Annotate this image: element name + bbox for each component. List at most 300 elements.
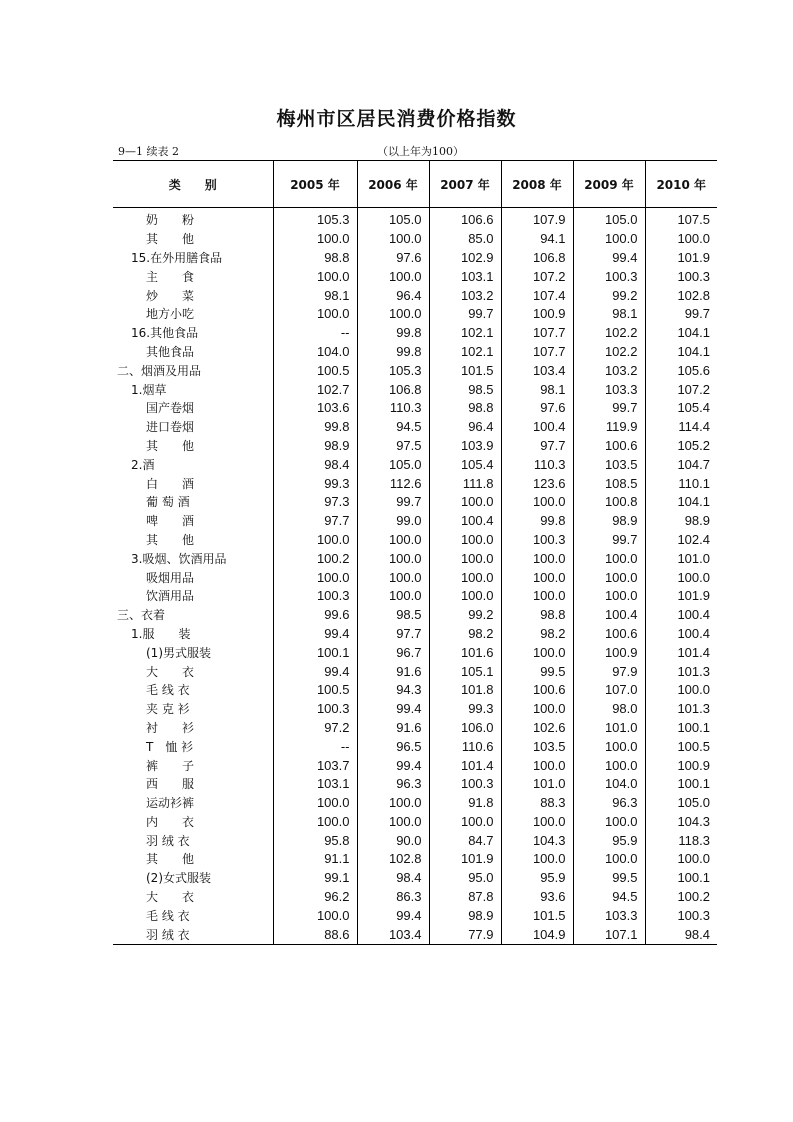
row-category-label: 裤 子 bbox=[146, 758, 195, 773]
index-value-cell: 96.3 bbox=[357, 775, 429, 794]
index-value-cell: 100.0 bbox=[357, 267, 429, 286]
index-value-cell: 105.0 bbox=[573, 208, 645, 230]
index-value-cell: 103.4 bbox=[357, 925, 429, 944]
row-category-label: T 恤 衫 bbox=[146, 739, 194, 754]
index-value-cell: 100.2 bbox=[645, 888, 717, 907]
index-value-cell: 99.5 bbox=[573, 869, 645, 888]
index-value-cell: 98.9 bbox=[429, 906, 501, 925]
index-value-cell: 106.8 bbox=[501, 249, 573, 268]
row-category-label: 衬 衫 bbox=[146, 720, 195, 735]
row-category-label: 西 服 bbox=[146, 777, 195, 792]
row-category-label: 其 他 bbox=[146, 852, 195, 867]
index-value-cell: 99.4 bbox=[357, 700, 429, 719]
index-value-cell: 95.0 bbox=[429, 869, 501, 888]
index-value-cell: 107.7 bbox=[501, 343, 573, 362]
header-year: 2005 年 bbox=[273, 161, 357, 208]
table-row bbox=[113, 775, 717, 794]
index-value-cell: 99.8 bbox=[357, 324, 429, 343]
index-value-cell: 96.4 bbox=[429, 418, 501, 437]
index-value-cell: 102.1 bbox=[429, 324, 501, 343]
index-value-cell: 105.2 bbox=[645, 437, 717, 456]
index-value-cell: 106.0 bbox=[429, 719, 501, 738]
index-value-cell: 102.2 bbox=[573, 324, 645, 343]
row-category-label: 16.其他食品 bbox=[131, 326, 199, 341]
index-value-cell: 100.4 bbox=[645, 625, 717, 644]
index-value-cell: 101.8 bbox=[429, 681, 501, 700]
index-value-cell: 100.0 bbox=[645, 568, 717, 587]
index-value-cell: 103.6 bbox=[273, 399, 357, 418]
index-value-cell: 96.7 bbox=[357, 643, 429, 662]
index-value-cell: 100.3 bbox=[645, 267, 717, 286]
index-value-cell: 104.0 bbox=[273, 343, 357, 362]
index-value-cell: 91.6 bbox=[357, 662, 429, 681]
row-category-label: (2)女式服装 bbox=[146, 871, 211, 886]
index-value-cell: 100.0 bbox=[573, 737, 645, 756]
index-value-cell: 102.6 bbox=[501, 719, 573, 738]
row-category-label: 其 他 bbox=[146, 438, 195, 453]
table-row bbox=[113, 906, 717, 925]
index-value-cell: 118.3 bbox=[645, 831, 717, 850]
row-category-label: 吸烟用品 bbox=[146, 570, 195, 585]
index-value-cell: 105.4 bbox=[645, 399, 717, 418]
index-value-cell: 96.2 bbox=[273, 888, 357, 907]
index-value-cell: 94.3 bbox=[357, 681, 429, 700]
index-value-cell: 98.1 bbox=[573, 305, 645, 324]
index-value-cell: 100.0 bbox=[573, 549, 645, 568]
index-value-cell: 107.5 bbox=[645, 208, 717, 230]
header-category: 类 别 bbox=[113, 161, 273, 208]
index-value-cell: 104.1 bbox=[645, 343, 717, 362]
index-value-cell: 100.0 bbox=[573, 568, 645, 587]
index-value-cell: 101.9 bbox=[645, 249, 717, 268]
row-category-label: 15.在外用膳食品 bbox=[131, 250, 223, 265]
index-value-cell: 110.6 bbox=[429, 737, 501, 756]
index-value-cell: 99.5 bbox=[501, 662, 573, 681]
index-value-cell: 101.6 bbox=[429, 643, 501, 662]
header-year: 2008 年 bbox=[501, 161, 573, 208]
price-index-table bbox=[113, 160, 717, 945]
index-value-cell: 101.9 bbox=[645, 587, 717, 606]
row-category-label: 3.吸烟、饮酒用品 bbox=[131, 551, 227, 566]
index-value-cell: 98.9 bbox=[273, 437, 357, 456]
index-value-cell: 100.9 bbox=[501, 305, 573, 324]
index-value-cell: 77.9 bbox=[429, 925, 501, 944]
table-row bbox=[113, 606, 717, 625]
index-value-cell: 99.2 bbox=[573, 286, 645, 305]
row-category-label: 内 衣 bbox=[146, 814, 195, 829]
index-value-cell: 100.1 bbox=[645, 719, 717, 738]
index-value-cell: 104.0 bbox=[573, 775, 645, 794]
index-value-cell: 99.7 bbox=[429, 305, 501, 324]
table-row bbox=[113, 324, 717, 343]
row-category-label: 运动衫裤 bbox=[146, 796, 195, 811]
index-value-cell: 119.9 bbox=[573, 418, 645, 437]
table-row bbox=[113, 662, 717, 681]
index-value-cell: 110.3 bbox=[357, 399, 429, 418]
index-value-cell: 100.0 bbox=[501, 493, 573, 512]
index-value-cell: 123.6 bbox=[501, 474, 573, 493]
table-row bbox=[113, 587, 717, 606]
index-value-cell: 98.1 bbox=[501, 380, 573, 399]
index-value-cell: 98.0 bbox=[573, 700, 645, 719]
index-value-cell: 97.5 bbox=[357, 437, 429, 456]
index-value-cell: 101.9 bbox=[429, 850, 501, 869]
index-value-cell: 98.8 bbox=[501, 606, 573, 625]
index-value-cell: 102.1 bbox=[429, 343, 501, 362]
index-value-cell: 101.0 bbox=[573, 719, 645, 738]
index-value-cell: 100.0 bbox=[429, 568, 501, 587]
row-category-label: 其他食品 bbox=[146, 344, 195, 359]
row-category-label: 1.服 装 bbox=[131, 626, 191, 641]
index-value-cell: 95.9 bbox=[501, 869, 573, 888]
index-value-cell: 100.0 bbox=[273, 794, 357, 813]
row-category-label: 大 衣 bbox=[146, 890, 195, 905]
index-value-cell: 102.7 bbox=[273, 380, 357, 399]
row-category-label: (1)男式服装 bbox=[146, 645, 211, 660]
row-category-label: 夹 克 衫 bbox=[146, 702, 190, 717]
index-value-cell: 100.0 bbox=[429, 549, 501, 568]
index-value-cell: 99.4 bbox=[273, 625, 357, 644]
table-row bbox=[113, 869, 717, 888]
index-value-cell: 100.0 bbox=[501, 700, 573, 719]
index-value-cell: 97.6 bbox=[501, 399, 573, 418]
index-value-cell: 100.1 bbox=[645, 869, 717, 888]
index-value-cell: 96.3 bbox=[573, 794, 645, 813]
row-category-label: 炒 菜 bbox=[146, 288, 195, 303]
index-value-cell: 99.4 bbox=[357, 756, 429, 775]
index-value-cell: 105.0 bbox=[357, 455, 429, 474]
index-value-cell: 98.8 bbox=[273, 249, 357, 268]
table-row bbox=[113, 681, 717, 700]
index-value-cell: 100.2 bbox=[273, 549, 357, 568]
page-title: 梅州市区居民消费价格指数 bbox=[276, 108, 517, 130]
index-value-cell: 104.3 bbox=[501, 831, 573, 850]
table-row bbox=[113, 455, 717, 474]
table-row bbox=[113, 361, 717, 380]
index-value-cell: 102.4 bbox=[645, 531, 717, 550]
index-value-cell: 103.9 bbox=[429, 437, 501, 456]
row-category-label: 大 衣 bbox=[146, 664, 195, 679]
table-row bbox=[113, 756, 717, 775]
index-value-cell: 100.0 bbox=[645, 230, 717, 249]
index-value-cell: 91.8 bbox=[429, 794, 501, 813]
index-value-cell: 105.4 bbox=[429, 455, 501, 474]
index-value-cell: 104.1 bbox=[645, 324, 717, 343]
index-value-cell: 97.2 bbox=[273, 719, 357, 738]
index-value-cell: 100.5 bbox=[273, 681, 357, 700]
index-value-cell: 111.8 bbox=[429, 474, 501, 493]
index-value-cell: 99.0 bbox=[357, 512, 429, 531]
index-value-cell: 105.6 bbox=[645, 361, 717, 380]
index-value-cell: 98.2 bbox=[429, 625, 501, 644]
table-row bbox=[113, 249, 717, 268]
row-category-label: 饮酒用品 bbox=[146, 589, 195, 604]
index-value-cell: 107.7 bbox=[501, 324, 573, 343]
index-value-cell: 98.9 bbox=[645, 512, 717, 531]
table-row bbox=[113, 305, 717, 324]
index-value-cell: 101.0 bbox=[501, 775, 573, 794]
index-value-cell: 100.0 bbox=[429, 587, 501, 606]
row-category-label: 地方小吃 bbox=[146, 307, 195, 322]
index-value-cell: 107.2 bbox=[645, 380, 717, 399]
index-value-cell: 98.8 bbox=[429, 399, 501, 418]
index-value-cell: 98.4 bbox=[357, 869, 429, 888]
table-body bbox=[113, 208, 717, 945]
table-row bbox=[113, 625, 717, 644]
index-value-cell: -- bbox=[273, 737, 357, 756]
index-value-cell: 100.6 bbox=[573, 437, 645, 456]
table-row bbox=[113, 343, 717, 362]
table-row bbox=[113, 888, 717, 907]
index-value-cell: 102.9 bbox=[429, 249, 501, 268]
index-value-cell: 100.0 bbox=[357, 305, 429, 324]
index-value-cell: 100.0 bbox=[273, 267, 357, 286]
index-value-cell: 97.7 bbox=[357, 625, 429, 644]
row-category-label: 国产卷烟 bbox=[146, 401, 195, 416]
row-category-label: 羽 绒 衣 bbox=[146, 833, 190, 848]
index-value-cell: 101.4 bbox=[645, 643, 717, 662]
index-value-cell: 100.3 bbox=[273, 700, 357, 719]
index-value-cell: 100.0 bbox=[273, 531, 357, 550]
index-value-cell: 99.8 bbox=[501, 512, 573, 531]
index-value-cell: 100.0 bbox=[573, 756, 645, 775]
index-value-cell: 110.1 bbox=[645, 474, 717, 493]
index-value-cell: 100.3 bbox=[645, 906, 717, 925]
index-value-cell: 105.0 bbox=[645, 794, 717, 813]
table-row bbox=[113, 794, 717, 813]
index-value-cell: 100.3 bbox=[429, 775, 501, 794]
index-value-cell: 100.0 bbox=[273, 568, 357, 587]
index-value-cell: 100.9 bbox=[573, 643, 645, 662]
index-value-cell: 103.7 bbox=[273, 756, 357, 775]
index-value-cell: 100.0 bbox=[573, 813, 645, 832]
index-value-cell: 100.4 bbox=[501, 418, 573, 437]
index-value-cell: 103.1 bbox=[273, 775, 357, 794]
index-value-cell: 100.3 bbox=[573, 267, 645, 286]
base-note: （以上年为100） bbox=[377, 145, 464, 158]
table-row bbox=[113, 531, 717, 550]
index-value-cell: 98.2 bbox=[501, 625, 573, 644]
index-value-cell: 95.8 bbox=[273, 831, 357, 850]
index-value-cell: 100.0 bbox=[501, 756, 573, 775]
header-year: 2009 年 bbox=[573, 161, 645, 208]
index-value-cell: 114.4 bbox=[645, 418, 717, 437]
index-value-cell: 99.7 bbox=[645, 305, 717, 324]
table-row bbox=[113, 380, 717, 399]
index-value-cell: 93.6 bbox=[501, 888, 573, 907]
table-row bbox=[113, 474, 717, 493]
index-value-cell: 107.4 bbox=[501, 286, 573, 305]
index-value-cell: 101.3 bbox=[645, 662, 717, 681]
index-value-cell: 100.5 bbox=[645, 737, 717, 756]
table-row bbox=[113, 230, 717, 249]
index-value-cell: -- bbox=[273, 324, 357, 343]
index-value-cell: 99.1 bbox=[273, 869, 357, 888]
index-value-cell: 97.6 bbox=[357, 249, 429, 268]
index-value-cell: 106.8 bbox=[357, 380, 429, 399]
index-value-cell: 100.4 bbox=[429, 512, 501, 531]
header-year: 2006 年 bbox=[357, 161, 429, 208]
index-value-cell: 103.4 bbox=[501, 361, 573, 380]
index-value-cell: 100.3 bbox=[501, 531, 573, 550]
table-row bbox=[113, 831, 717, 850]
index-value-cell: 100.0 bbox=[357, 813, 429, 832]
index-value-cell: 100.1 bbox=[645, 775, 717, 794]
row-category-label: 啤 酒 bbox=[146, 514, 195, 529]
index-value-cell: 100.0 bbox=[357, 587, 429, 606]
row-category-label: 毛 线 衣 bbox=[146, 683, 190, 698]
index-value-cell: 98.4 bbox=[273, 455, 357, 474]
index-value-cell: 100.0 bbox=[501, 813, 573, 832]
index-value-cell: 100.0 bbox=[357, 549, 429, 568]
index-value-cell: 97.7 bbox=[501, 437, 573, 456]
row-category-label: 葡 萄 酒 bbox=[146, 495, 190, 510]
index-value-cell: 101.0 bbox=[645, 549, 717, 568]
table-row bbox=[113, 493, 717, 512]
index-value-cell: 101.4 bbox=[429, 756, 501, 775]
index-value-cell: 107.9 bbox=[501, 208, 573, 230]
index-value-cell: 101.3 bbox=[645, 700, 717, 719]
row-category-label: 进口卷烟 bbox=[146, 420, 195, 435]
index-value-cell: 98.9 bbox=[573, 512, 645, 531]
header-year: 2010 年 bbox=[645, 161, 717, 208]
table-row bbox=[113, 643, 717, 662]
table-row bbox=[113, 719, 717, 738]
table-row bbox=[113, 568, 717, 587]
index-value-cell: 99.7 bbox=[357, 493, 429, 512]
index-value-cell: 100.0 bbox=[573, 230, 645, 249]
index-value-cell: 99.8 bbox=[357, 343, 429, 362]
index-value-cell: 100.0 bbox=[429, 531, 501, 550]
index-value-cell: 94.1 bbox=[501, 230, 573, 249]
index-value-cell: 102.8 bbox=[645, 286, 717, 305]
table-row bbox=[113, 850, 717, 869]
index-value-cell: 105.1 bbox=[429, 662, 501, 681]
index-value-cell: 103.1 bbox=[429, 267, 501, 286]
index-value-cell: 99.6 bbox=[273, 606, 357, 625]
index-value-cell: 100.6 bbox=[501, 681, 573, 700]
index-value-cell: 100.0 bbox=[429, 813, 501, 832]
index-value-cell: 100.0 bbox=[357, 531, 429, 550]
table-row bbox=[113, 512, 717, 531]
index-value-cell: 100.0 bbox=[357, 230, 429, 249]
index-value-cell: 100.5 bbox=[273, 361, 357, 380]
index-value-cell: 88.3 bbox=[501, 794, 573, 813]
index-value-cell: 104.7 bbox=[645, 455, 717, 474]
index-value-cell: 103.3 bbox=[573, 906, 645, 925]
index-value-cell: 86.3 bbox=[357, 888, 429, 907]
row-category-label: 毛 线 衣 bbox=[146, 908, 190, 923]
index-value-cell: 87.8 bbox=[429, 888, 501, 907]
index-value-cell: 103.5 bbox=[573, 455, 645, 474]
index-value-cell: 98.4 bbox=[645, 925, 717, 944]
index-value-cell: 100.0 bbox=[273, 230, 357, 249]
table-row bbox=[113, 437, 717, 456]
table-row bbox=[113, 418, 717, 437]
row-category-label: 奶 粉 bbox=[146, 213, 195, 228]
table-row bbox=[113, 813, 717, 832]
index-value-cell: 103.2 bbox=[573, 361, 645, 380]
index-value-cell: 100.0 bbox=[645, 850, 717, 869]
index-value-cell: 100.0 bbox=[501, 587, 573, 606]
index-value-cell: 97.3 bbox=[273, 493, 357, 512]
index-value-cell: 96.4 bbox=[357, 286, 429, 305]
row-category-label: 二、烟酒及用品 bbox=[117, 363, 202, 378]
index-value-cell: 100.0 bbox=[273, 906, 357, 925]
index-value-cell: 102.2 bbox=[573, 343, 645, 362]
table-row bbox=[113, 700, 717, 719]
index-value-cell: 100.8 bbox=[573, 493, 645, 512]
index-value-cell: 100.0 bbox=[501, 850, 573, 869]
index-value-cell: 100.9 bbox=[645, 756, 717, 775]
index-value-cell: 91.6 bbox=[357, 719, 429, 738]
index-value-cell: 98.5 bbox=[357, 606, 429, 625]
index-value-cell: 99.4 bbox=[273, 662, 357, 681]
index-value-cell: 103.5 bbox=[501, 737, 573, 756]
index-value-cell: 106.6 bbox=[429, 208, 501, 230]
index-value-cell: 90.0 bbox=[357, 831, 429, 850]
index-value-cell: 100.4 bbox=[645, 606, 717, 625]
header-row bbox=[113, 161, 717, 208]
index-value-cell: 102.8 bbox=[357, 850, 429, 869]
index-value-cell: 97.9 bbox=[573, 662, 645, 681]
index-value-cell: 99.8 bbox=[273, 418, 357, 437]
row-category-label: 白 酒 bbox=[146, 476, 195, 491]
index-value-cell: 104.3 bbox=[645, 813, 717, 832]
row-category-label: 1.烟草 bbox=[131, 382, 167, 397]
index-value-cell: 105.3 bbox=[273, 208, 357, 230]
index-value-cell: 96.5 bbox=[357, 737, 429, 756]
index-value-cell: 100.0 bbox=[357, 568, 429, 587]
index-value-cell: 104.1 bbox=[645, 493, 717, 512]
index-value-cell: 105.0 bbox=[357, 208, 429, 230]
table-row bbox=[113, 549, 717, 568]
index-value-cell: 103.3 bbox=[573, 380, 645, 399]
index-value-cell: 101.5 bbox=[429, 361, 501, 380]
index-value-cell: 99.7 bbox=[573, 399, 645, 418]
index-value-cell: 99.2 bbox=[429, 606, 501, 625]
row-category-label: 其 他 bbox=[146, 532, 195, 547]
index-value-cell: 99.3 bbox=[273, 474, 357, 493]
row-category-label: 2.酒 bbox=[131, 457, 155, 472]
index-value-cell: 99.7 bbox=[573, 531, 645, 550]
index-value-cell: 94.5 bbox=[357, 418, 429, 437]
index-value-cell: 100.0 bbox=[645, 681, 717, 700]
index-value-cell: 99.4 bbox=[357, 906, 429, 925]
index-value-cell: 100.0 bbox=[573, 850, 645, 869]
index-value-cell: 100.6 bbox=[573, 625, 645, 644]
index-value-cell: 95.9 bbox=[573, 831, 645, 850]
index-value-cell: 99.3 bbox=[429, 700, 501, 719]
index-value-cell: 108.5 bbox=[573, 474, 645, 493]
index-value-cell: 100.0 bbox=[273, 813, 357, 832]
index-value-cell: 97.7 bbox=[273, 512, 357, 531]
index-value-cell: 99.4 bbox=[573, 249, 645, 268]
index-value-cell: 104.9 bbox=[501, 925, 573, 944]
index-value-cell: 98.5 bbox=[429, 380, 501, 399]
index-value-cell: 105.3 bbox=[357, 361, 429, 380]
index-value-cell: 100.0 bbox=[429, 493, 501, 512]
row-category-label: 羽 绒 衣 bbox=[113, 925, 273, 944]
index-value-cell: 103.2 bbox=[429, 286, 501, 305]
index-value-cell: 85.0 bbox=[429, 230, 501, 249]
index-value-cell: 100.0 bbox=[501, 549, 573, 568]
table-row bbox=[113, 286, 717, 305]
index-value-cell: 100.1 bbox=[273, 643, 357, 662]
index-value-cell: 107.1 bbox=[573, 925, 645, 944]
table-row bbox=[113, 925, 717, 944]
index-value-cell: 84.7 bbox=[429, 831, 501, 850]
